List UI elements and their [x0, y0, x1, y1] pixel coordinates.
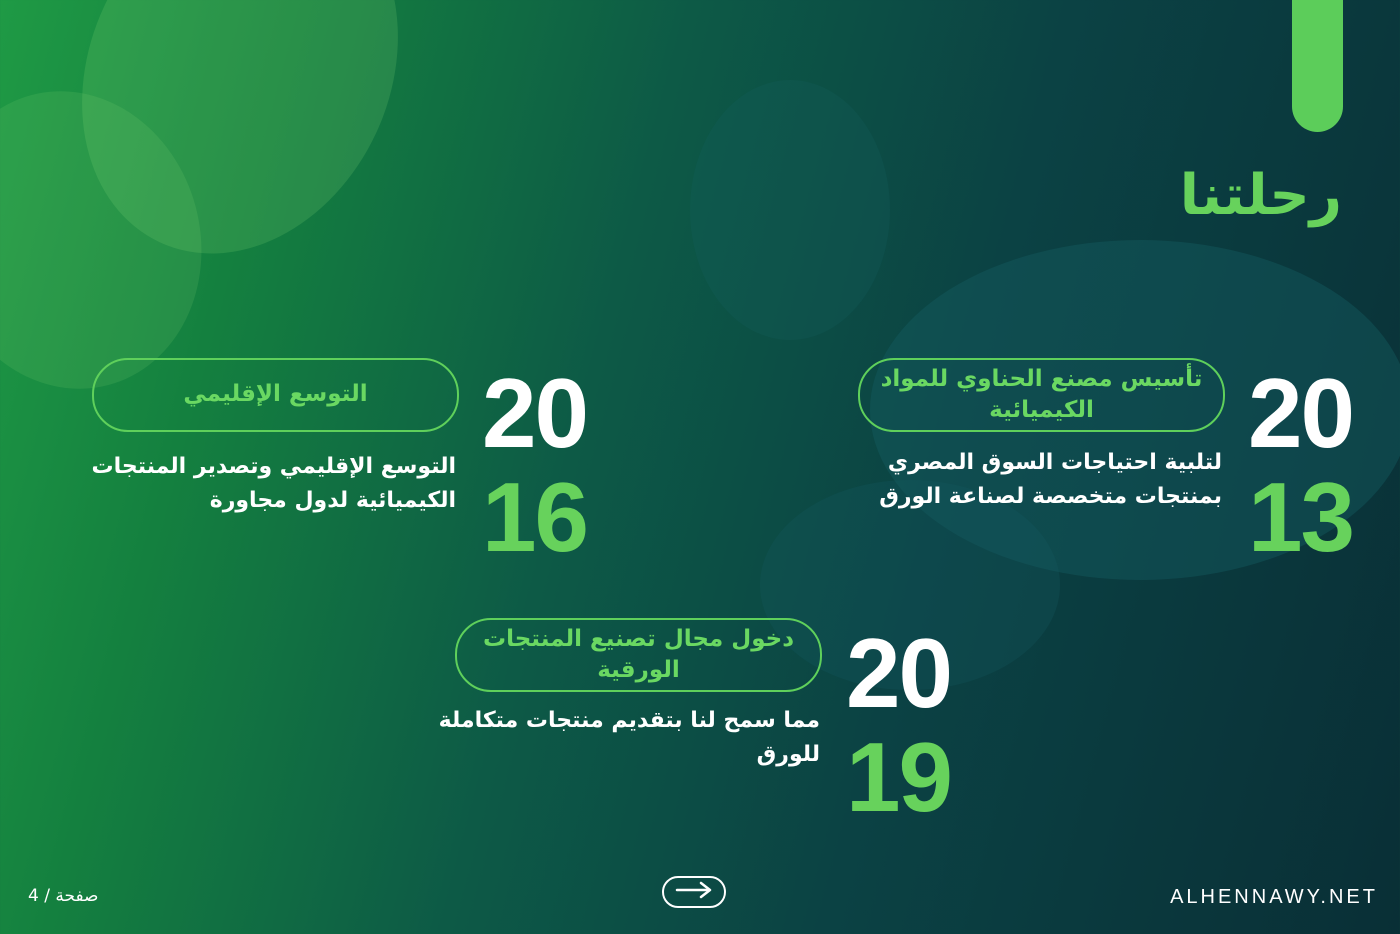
milestone-heading-pill — [92, 358, 459, 432]
milestone-year-2019 — [846, 618, 952, 832]
year-bottom-digits: 19 — [846, 722, 952, 832]
milestone-heading: دخول مجال تصنيع المنتجات الورقية — [482, 625, 795, 683]
website-url: ALHENNAWY.NET — [1170, 886, 1378, 908]
page-number: صفحة / 4 — [28, 886, 99, 906]
milestone-description: التوسع الإقليمي وتصدير المنتجات الكيميائية لدول مجاورة — [91, 454, 456, 514]
page-title: رحلتنا — [1179, 163, 1342, 228]
milestone-description: لتلبية احتياجات السوق المصري بمنتجات متخصصة لصناعة الورق — [879, 450, 1222, 510]
year-top-digits: 20 — [482, 358, 588, 468]
year-bottom-digits: 13 — [1248, 462, 1354, 572]
accent-bar — [1292, 0, 1343, 132]
milestone-heading-pill — [858, 358, 1225, 432]
milestone-year-2013 — [1248, 358, 1354, 572]
year-top-digits: 20 — [1248, 358, 1354, 468]
next-slide-button[interactable] — [662, 876, 726, 908]
milestone-year-2016 — [482, 358, 588, 572]
year-bottom-digits: 16 — [482, 462, 588, 572]
milestone-heading: التوسع الإقليمي — [183, 381, 368, 408]
year-top-digits: 20 — [846, 618, 952, 728]
milestone-description: مما سمح لنا بتقديم منتجات متكاملة للورق — [438, 708, 820, 768]
background-blur-shape — [690, 80, 890, 340]
milestone-heading: تأسيس مصنع الحناوي للمواد الكيميائية — [880, 365, 1203, 423]
arrow-right-icon — [674, 881, 714, 903]
milestone-heading-pill — [455, 618, 822, 692]
